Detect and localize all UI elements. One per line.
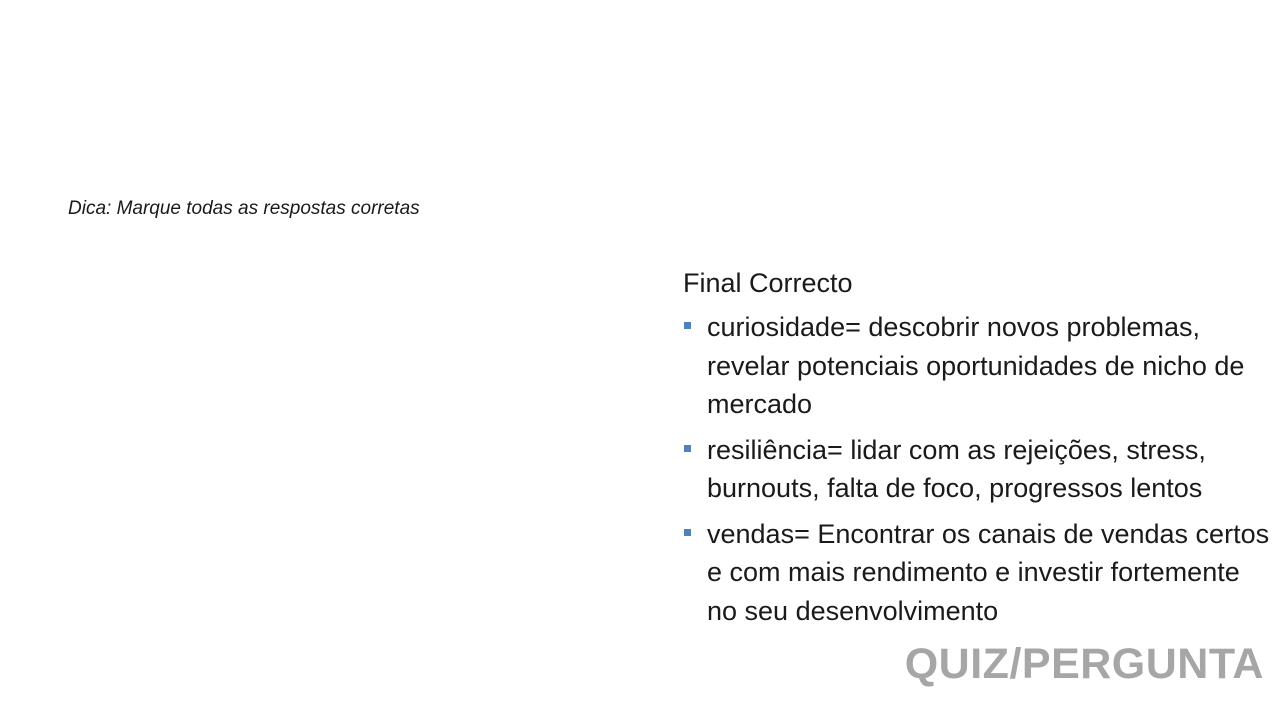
slide-title: QUIZ/PERGUNTA bbox=[904, 640, 1264, 688]
answer-heading: Final Correcto bbox=[683, 268, 853, 298]
answer-item-text: resiliência= lidar com as rejeições, stress, burnouts, falta de foco, progressos lentos bbox=[707, 434, 1206, 503]
answer-item-curiosidade bbox=[683, 308, 1273, 424]
square-bullet-icon bbox=[684, 529, 691, 536]
answer-list bbox=[683, 308, 1273, 630]
hint-text: Dica: Marque todas as respostas corretas bbox=[68, 198, 420, 219]
square-bullet-icon bbox=[684, 445, 691, 452]
answer-panel bbox=[683, 264, 1273, 637]
square-bullet-icon bbox=[684, 322, 691, 329]
answer-item-vendas bbox=[683, 515, 1273, 631]
answer-item-text: curiosidade= descobrir novos problemas, revelar potenciais oportunidades de nicho de mercado bbox=[707, 312, 1245, 419]
answer-item-text: vendas= Encontrar os canais de vendas certos e com mais rendimento e investir fortemente no seu desenvolvimento bbox=[707, 518, 1270, 626]
answer-item-resiliencia bbox=[683, 431, 1273, 508]
